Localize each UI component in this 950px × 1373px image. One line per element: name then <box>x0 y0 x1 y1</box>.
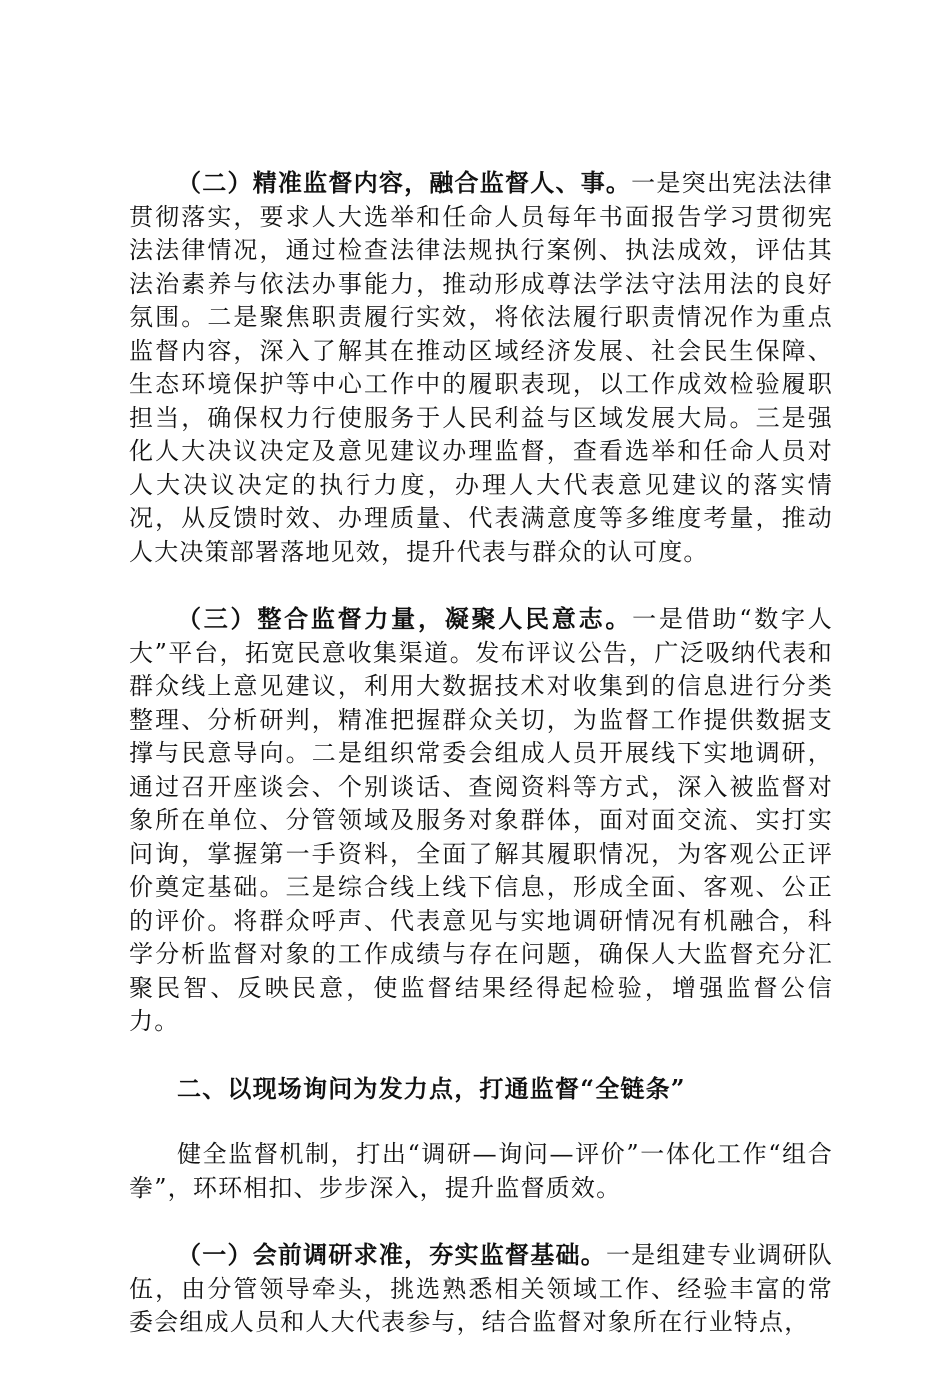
paragraph-body: 一是借助“数字人大”平台，拓宽民意收集渠道。发布评议公告，广泛吸纳代表和群众线上意见建议，利用大数据技术对收集到的信息进行分类整理、分析研判，精准把握群众关切，为监督工作提供数据支撑与民意导向。二是组织常委会组成人员开展线下实地调研，通过召开座谈会、个别谈话、查阅资料等方式，深入被监督对象所在单位、分管领域及服务对象群体，面对面交流、实打实问询，掌握第一手资料，全面了解其履职情况，为客观公正评价奠定基础。三是综合线上线下信息，形成全面、客观、公正的评价。将群众呼声、代表意见与实地调研情况有机融合，科学分析监督对象的工作成绩与存在问题，确保人大监督充分汇聚民智、反映民意，使监督结果经得起检验，增强监督公信力。 <box>129 605 833 1035</box>
section-heading-two: 二、以现场询问为发力点，打通监督“全链条” <box>177 1073 686 1103</box>
paragraph-body: 健全监督机制，打出“调研—询问—评价”一体化工作“组合拳”，环环相扣、步步深入，提升监督质效。 <box>129 1140 833 1202</box>
paragraph-integrate-supervision <box>129 602 833 1039</box>
paragraph-lead: （二）精准监督内容，融合监督人、事。 <box>177 168 632 197</box>
paragraph-body: 一是突出宪法法律贯彻落实，要求人大选举和任命人员每年书面报告学习贯彻宪法法律情况，通过检查法律法规执行案例、执法成效，评估其法治素养与依法办事能力，推动形成尊法学法守法用法的良好氛围。二是聚焦职责履行实效，将依法履行职责情况作为重点监督内容，深入了解其在推动区域经济发展、社会民生保障、生态环境保护等中心工作中的履职表现，以工作成效检验履职担当，确保权力行使服务于人民利益与区域发展大局。三是强化人大决议决定及意见建议办理监督，查看选举和任命人员对人大决议决定的执行力度，办理人大代表意见建议的落实情况，从反馈时效、办理质量、代表满意度等多维度考量，推动人大决策部署落地见效，提升代表与群众的认可度。 <box>129 169 833 566</box>
paragraph-lead: （三）整合监督力量，凝聚人民意志。 <box>177 604 633 633</box>
paragraph-lead: （一）会前调研求准，夯实监督基础。 <box>177 1240 606 1269</box>
paragraph-precise-supervision <box>129 166 833 569</box>
paragraph-body: 一是组建专业调研队伍，由分管领导牵头，挑选熟悉相关领域工作、经验丰富的常委会组成人员和人大代表参与，结合监督对象所在行业特点， <box>129 1241 833 1336</box>
paragraph-mechanism <box>129 1138 833 1205</box>
document-page <box>129 166 833 1373</box>
paragraph-pre-meeting-research <box>129 1238 833 1340</box>
